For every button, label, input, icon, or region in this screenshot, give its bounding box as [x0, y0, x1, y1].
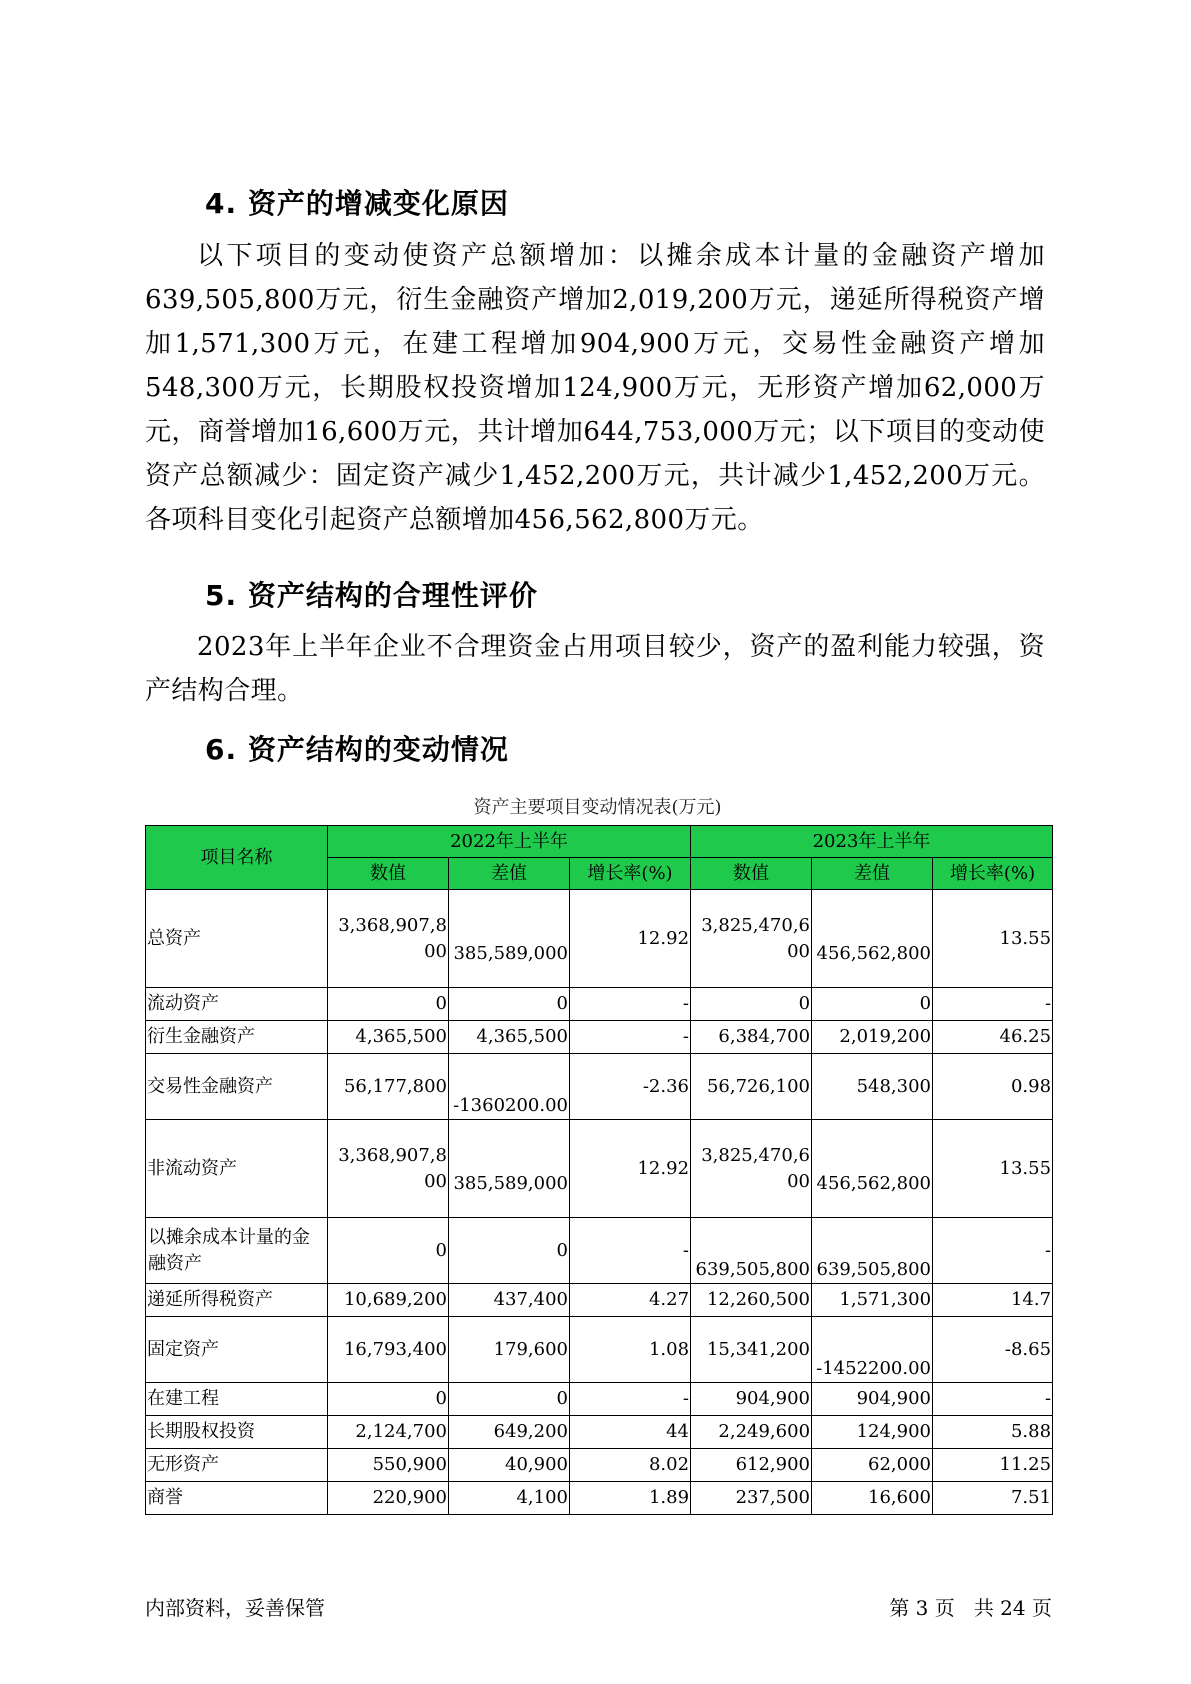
- cell-diff-2023: 16,600: [812, 1482, 933, 1515]
- cell-diff-2022: 649,200: [449, 1416, 570, 1449]
- cell-diff-2023: 0: [812, 988, 933, 1021]
- section-4-body: 以下项目的变动使资产总额增加：以摊余成本计量的金融资产增加639,505,800万元，衍生金融资产增加2,019,200万元，递延所得税资产增加1,571,300万元，在建工程增加904,900万元，交易性金融资产增加548,300万元，长期股权投资增加124,900万元，无形资产增加62,000万元，商誉增加16,600万元，共计增加644,753,000万元；以下项目的变动使资产总额减少：固定资产减少1,452,200万元，共计减少1,452,200万元。各项科目变化引起资产总额增加456,562,800万元。: [145, 241, 1045, 535]
- row-name: 衍生金融资产: [146, 1021, 328, 1054]
- cell-value-2022: 0: [328, 1383, 449, 1416]
- cell-value-2023: 237,500: [691, 1482, 812, 1515]
- cell-value-2022: 16,793,400: [328, 1317, 449, 1383]
- cell-value-2023: 904,900: [691, 1383, 812, 1416]
- cell-growth-2023: -: [933, 1383, 1053, 1416]
- cell-growth-2022: -: [570, 1383, 691, 1416]
- cell-diff-2022: 179,600: [449, 1317, 570, 1383]
- table-row: [146, 1054, 1053, 1120]
- header-period-2023: 2023年上半年: [691, 826, 1053, 858]
- cell-diff-2023: 639,505,800: [812, 1218, 933, 1284]
- cell-diff-2022: 4,100: [449, 1482, 570, 1515]
- cell-diff-2022: 385,589,000: [449, 890, 570, 988]
- cell-value-2023: 3,825,470,600: [691, 890, 812, 988]
- asset-change-table: [145, 825, 1053, 1515]
- cell-value-2022: 0: [328, 1218, 449, 1284]
- header-value-2023: 数值: [691, 858, 812, 890]
- header-value-2022: 数值: [328, 858, 449, 890]
- cell-growth-2022: -: [570, 1218, 691, 1284]
- table-row: [146, 1416, 1053, 1449]
- cell-value-2023: 0: [691, 988, 812, 1021]
- cell-growth-2023: -: [933, 1218, 1053, 1284]
- table-row: [146, 1317, 1053, 1383]
- header-growth-2022: 增长率(%): [570, 858, 691, 890]
- cell-growth-2023: 5.88: [933, 1416, 1053, 1449]
- cell-diff-2022: 437,400: [449, 1284, 570, 1317]
- cell-growth-2022: 12.92: [570, 890, 691, 988]
- cell-growth-2023: 0.98: [933, 1054, 1053, 1120]
- cell-value-2023: 639,505,800: [691, 1218, 812, 1284]
- cell-growth-2022: -: [570, 988, 691, 1021]
- header-item-name: 项目名称: [146, 826, 328, 890]
- table-row: [146, 1284, 1053, 1317]
- cell-value-2023: 2,249,600: [691, 1416, 812, 1449]
- table-row: [146, 1120, 1053, 1218]
- cell-value-2023: 12,260,500: [691, 1284, 812, 1317]
- cell-diff-2023: 62,000: [812, 1449, 933, 1482]
- section-6-heading: 6. 资产结构的变动情况: [205, 733, 509, 766]
- cell-growth-2023: 46.25: [933, 1021, 1053, 1054]
- cell-diff-2023: 456,562,800: [812, 890, 933, 988]
- cell-diff-2022: -1360200.00: [449, 1054, 570, 1120]
- section-5-heading: 5. 资产结构的合理性评价: [205, 579, 538, 612]
- cell-growth-2023: 13.55: [933, 1120, 1053, 1218]
- cell-growth-2022: 12.92: [570, 1120, 691, 1218]
- cell-diff-2022: 385,589,000: [449, 1120, 570, 1218]
- cell-value-2022: 3,368,907,800: [328, 890, 449, 988]
- cell-value-2022: 4,365,500: [328, 1021, 449, 1054]
- cell-diff-2023: 2,019,200: [812, 1021, 933, 1054]
- footer-confidential-note: 内部资料，妥善保管: [145, 1596, 325, 1620]
- table-row: [146, 1482, 1053, 1515]
- row-name: 商誉: [146, 1482, 328, 1515]
- cell-diff-2022: 40,900: [449, 1449, 570, 1482]
- header-growth-2023: 增长率(%): [933, 858, 1053, 890]
- cell-growth-2022: 44: [570, 1416, 691, 1449]
- header-diff-2022: 差值: [449, 858, 570, 890]
- cell-growth-2022: -: [570, 1021, 691, 1054]
- cell-growth-2022: 8.02: [570, 1449, 691, 1482]
- cell-growth-2023: -8.65: [933, 1317, 1053, 1383]
- cell-diff-2022: 0: [449, 988, 570, 1021]
- row-name: 流动资产: [146, 988, 328, 1021]
- row-name: 长期股权投资: [146, 1416, 328, 1449]
- cell-value-2022: 0: [328, 988, 449, 1021]
- cell-diff-2022: 4,365,500: [449, 1021, 570, 1054]
- table-row: [146, 1218, 1053, 1284]
- cell-growth-2023: 7.51: [933, 1482, 1053, 1515]
- cell-growth-2022: 1.08: [570, 1317, 691, 1383]
- cell-value-2022: 56,177,800: [328, 1054, 449, 1120]
- cell-value-2022: 220,900: [328, 1482, 449, 1515]
- cell-diff-2022: 0: [449, 1383, 570, 1416]
- section-4-heading: 4. 资产的增减变化原因: [205, 187, 509, 220]
- cell-value-2023: 3,825,470,600: [691, 1120, 812, 1218]
- header-diff-2023: 差值: [812, 858, 933, 890]
- cell-growth-2023: 11.25: [933, 1449, 1053, 1482]
- cell-growth-2022: 4.27: [570, 1284, 691, 1317]
- row-name: 总资产: [146, 890, 328, 988]
- cell-diff-2023: 456,562,800: [812, 1120, 933, 1218]
- table-row: [146, 1383, 1053, 1416]
- table-row: [146, 1021, 1053, 1054]
- row-name: 在建工程: [146, 1383, 328, 1416]
- row-name: 非流动资产: [146, 1120, 328, 1218]
- cell-growth-2023: -: [933, 988, 1053, 1021]
- cell-growth-2022: 1.89: [570, 1482, 691, 1515]
- cell-diff-2022: 0: [449, 1218, 570, 1284]
- cell-diff-2023: -1452200.00: [812, 1317, 933, 1383]
- row-name: 递延所得税资产: [146, 1284, 328, 1317]
- cell-growth-2023: 14.7: [933, 1284, 1053, 1317]
- cell-growth-2023: 13.55: [933, 890, 1053, 988]
- cell-diff-2023: 904,900: [812, 1383, 933, 1416]
- cell-diff-2023: 1,571,300: [812, 1284, 933, 1317]
- cell-growth-2022: -2.36: [570, 1054, 691, 1120]
- cell-value-2022: 550,900: [328, 1449, 449, 1482]
- cell-value-2022: 3,368,907,800: [328, 1120, 449, 1218]
- table-row: [146, 890, 1053, 988]
- header-period-2022: 2022年上半年: [328, 826, 691, 858]
- table-row: [146, 1449, 1053, 1482]
- row-name: 无形资产: [146, 1449, 328, 1482]
- cell-value-2022: 2,124,700: [328, 1416, 449, 1449]
- footer-page-number: 第 3 页 共 24 页: [889, 1596, 1052, 1620]
- row-name: 以摊余成本计量的金融资产: [146, 1218, 328, 1284]
- cell-diff-2023: 124,900: [812, 1416, 933, 1449]
- row-name: 交易性金融资产: [146, 1054, 328, 1120]
- table-row: [146, 988, 1053, 1021]
- section-5-body: 2023年上半年企业不合理资金占用项目较少，资产的盈利能力较强，资产结构合理。: [145, 632, 1045, 706]
- cell-value-2023: 6,384,700: [691, 1021, 812, 1054]
- row-name: 固定资产: [146, 1317, 328, 1383]
- cell-diff-2023: 548,300: [812, 1054, 933, 1120]
- cell-value-2023: 15,341,200: [691, 1317, 812, 1383]
- table-caption: 资产主要项目变动情况表(万元): [473, 797, 722, 818]
- cell-value-2023: 612,900: [691, 1449, 812, 1482]
- cell-value-2023: 56,726,100: [691, 1054, 812, 1120]
- cell-value-2022: 10,689,200: [328, 1284, 449, 1317]
